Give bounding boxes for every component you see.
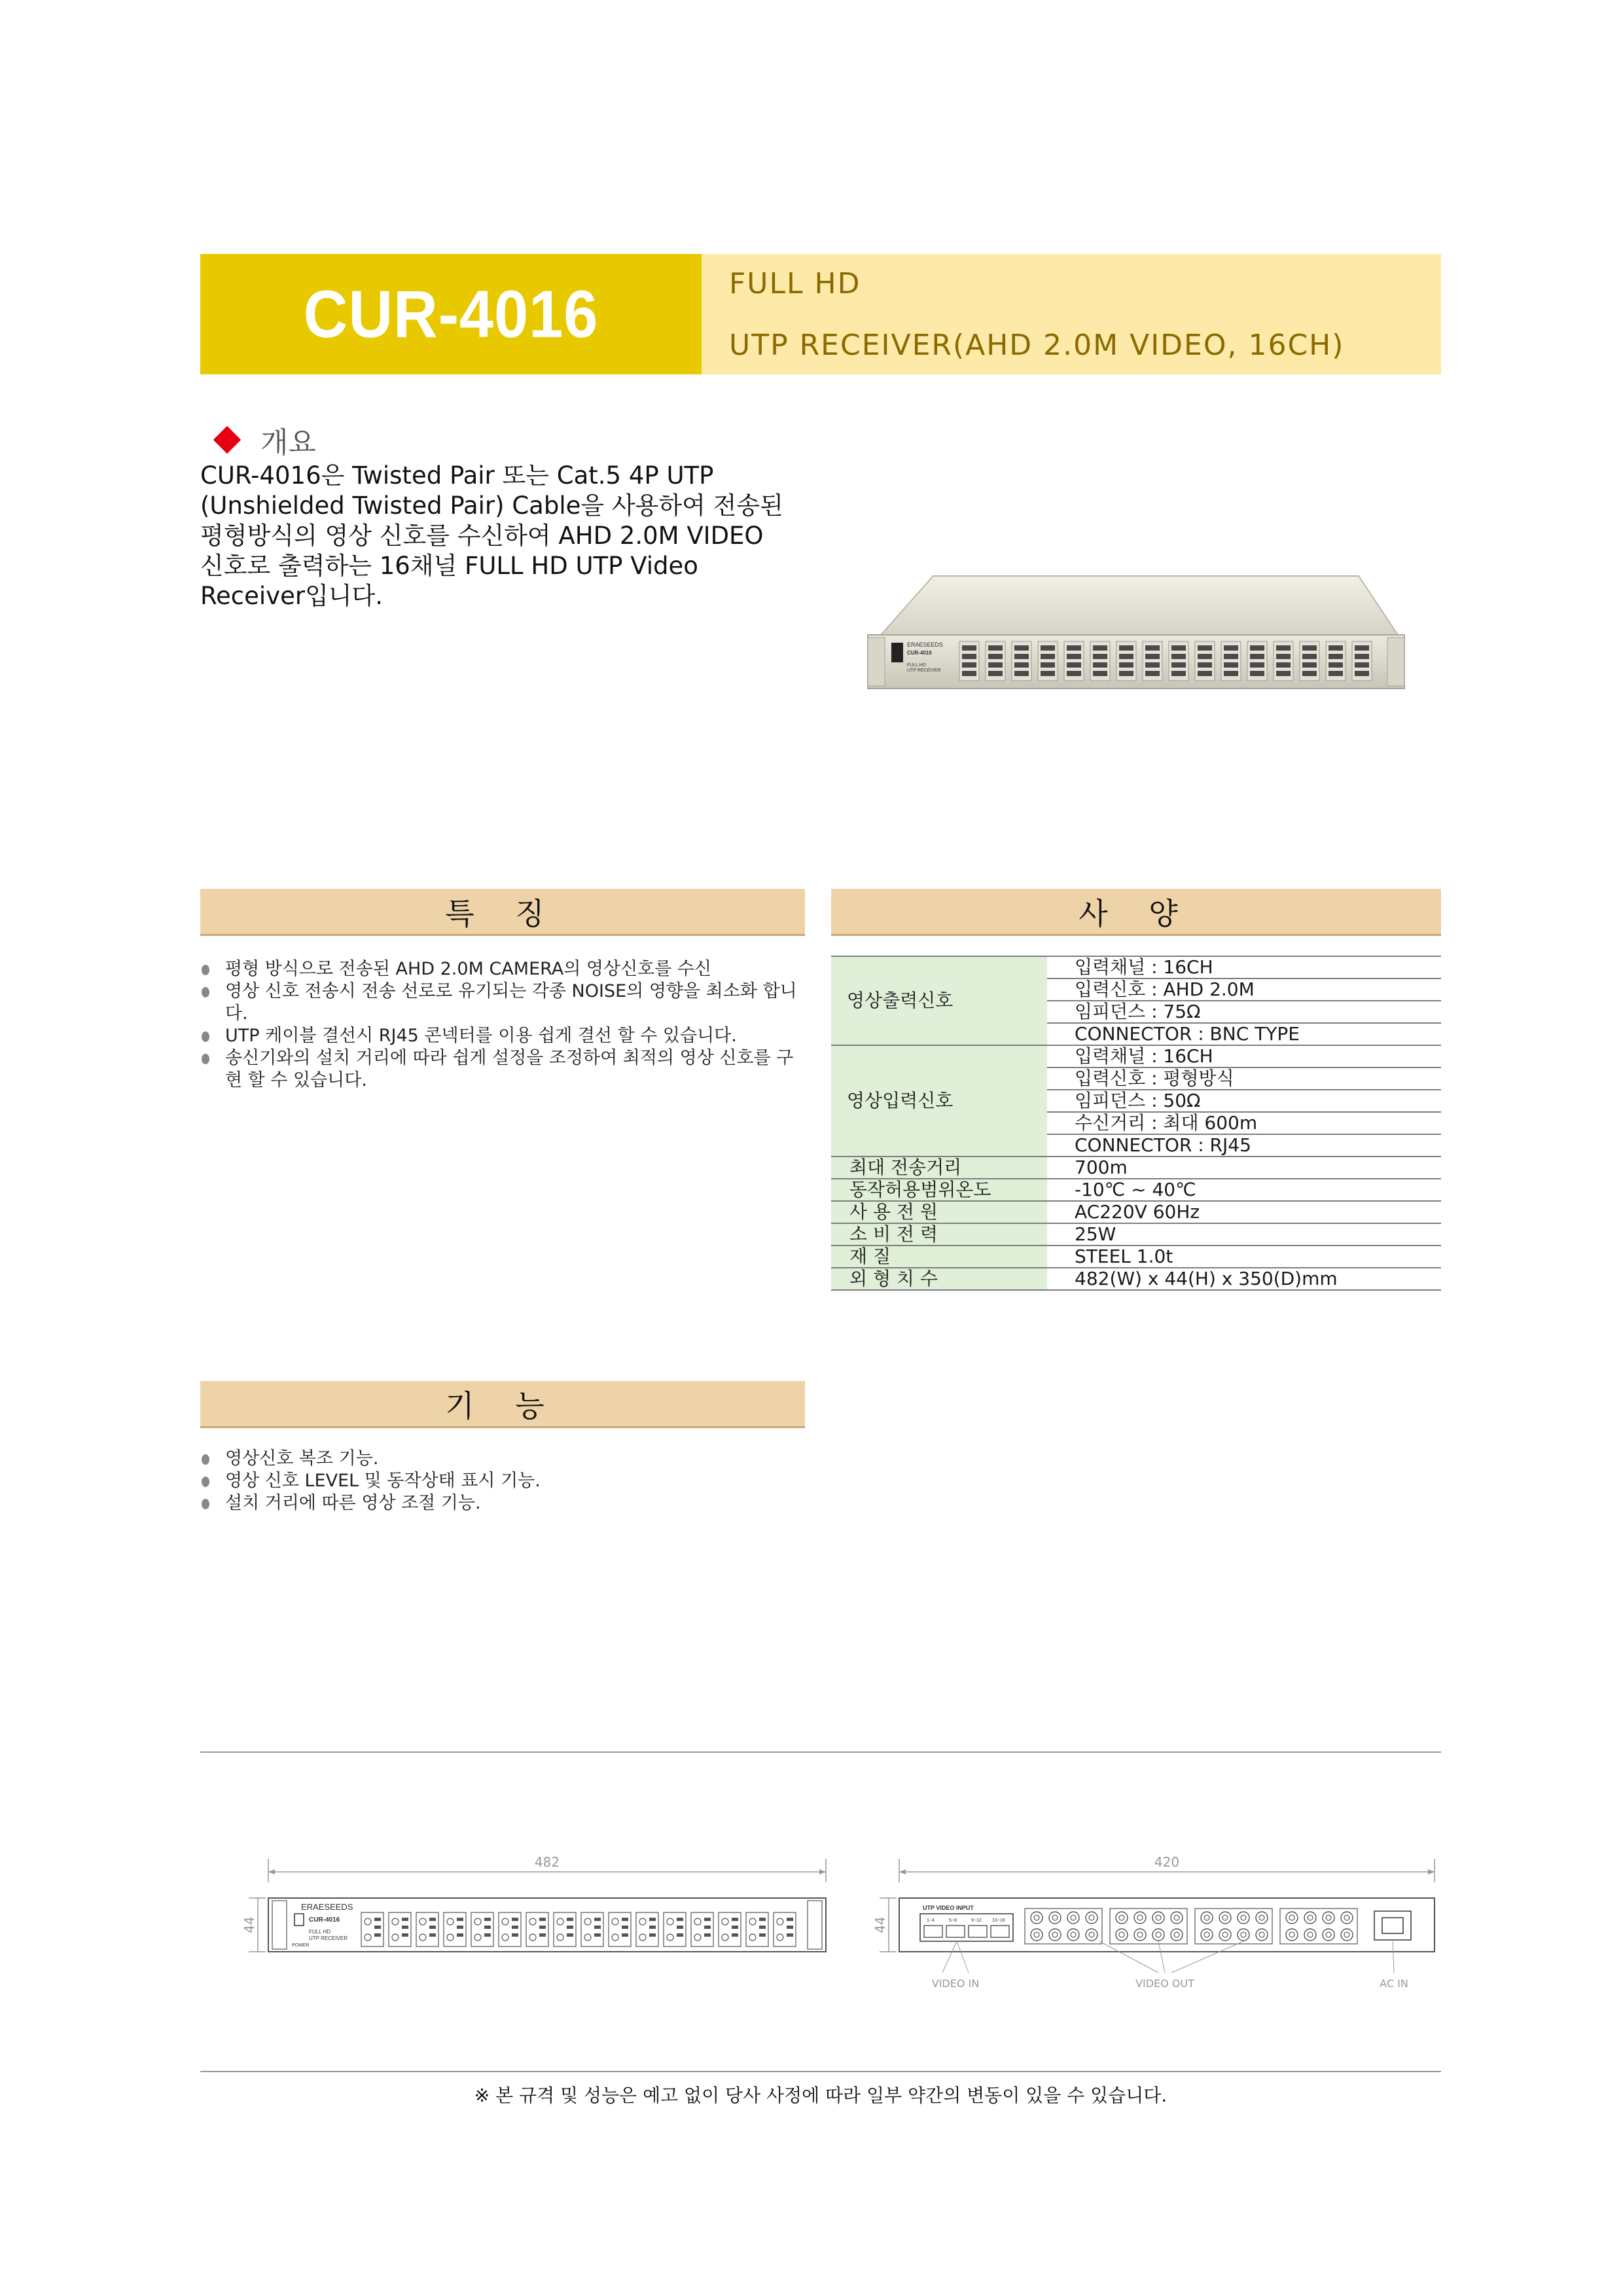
table-row [831,1201,1441,1223]
front-indicator [457,1933,463,1937]
front-indicator [429,1933,436,1937]
front-width-label: 482 [534,1854,560,1870]
front-indicator [484,1918,491,1921]
overview-text [200,461,802,611]
photo-indicator [1067,654,1081,659]
photo-indicator [1224,671,1238,676]
front-indicator [732,1933,738,1937]
spec-label: 소 비 전 력 [831,1223,1047,1246]
spec-value: 입력신호 : 평형방식 [1047,1067,1441,1090]
front-indicator [732,1918,738,1921]
front-indicator [402,1933,408,1937]
front-indicator [567,1918,573,1921]
photo-indicator [1198,662,1212,668]
overview-heading [217,419,316,461]
photo-indicator [1093,662,1107,668]
spec-value: CONNECTOR : RJ45 [1047,1134,1441,1157]
photo-indicator [988,671,1003,676]
specs-heading-bar: 사 양 [831,889,1441,936]
photo-indicator [1250,645,1264,651]
photo-indicator [962,662,976,668]
photo-indicator [1014,662,1029,668]
front-indicator [484,1926,491,1929]
functions-heading-bar: 기 능 [200,1381,805,1428]
front-caption-1: FULL HD [309,1929,331,1935]
photo-indicator [1302,671,1317,676]
list-item: 평형 방식으로 전송된 AHD 2.0M CAMERA의 영상신호를 수신 [200,958,809,980]
rear-ac-in-label: AC IN [1380,1977,1408,1990]
front-indicator [649,1933,656,1937]
front-indicator [374,1933,381,1937]
photo-indicator [1093,671,1107,676]
features-heading-bar: 특 징 [200,889,805,936]
photo-indicator [1041,662,1055,668]
front-indicator [732,1926,738,1929]
photo-indicator [988,654,1003,659]
photo-indicator [1041,671,1055,676]
photo-indicator [1198,671,1212,676]
table-row [831,1045,1441,1067]
photo-indicator [988,662,1003,668]
spec-table [831,956,1441,1291]
list-item: UTP 케이블 결선시 RJ45 콘넥터를 이용 쉽게 결선 할 수 있습니다. [200,1025,809,1047]
photo-indicator [1093,645,1107,651]
rear-panel-drawing [872,1854,1440,1994]
front-indicator [759,1926,766,1929]
rear-group-label: 13~16 [992,1918,1005,1923]
front-indicator [539,1933,546,1937]
photo-indicator [1119,654,1133,659]
front-indicator [649,1926,656,1929]
spec-value: 입력신호 : AHD 2.0M [1047,978,1441,1001]
table-row [831,956,1441,978]
photo-caption-1: FULL HD [907,663,926,668]
spec-value: CONNECTOR : BNC TYPE [1047,1023,1441,1045]
front-indicator [622,1926,628,1929]
spec-label: 최대 전송거리 [831,1157,1047,1179]
front-indicator [594,1926,601,1929]
overview-line: Receiver입니다. [200,582,383,610]
front-indicator [704,1933,711,1937]
photo-indicator [1171,671,1186,676]
spec-group-label: 영상출력신호 [831,956,1047,1045]
spec-label: 사 용 전 원 [831,1201,1047,1223]
photo-indicator [1171,662,1186,668]
list-item: 영상신호 복조 기능. [200,1448,809,1470]
front-indicator [567,1933,573,1937]
photo-indicator [1329,662,1343,668]
product-photo [861,569,1411,694]
list-item: 설치 거리에 따른 영상 조절 기능. [200,1492,809,1515]
list-item: 영상 신호 전송시 전송 선로로 유기되는 각종 NOISE의 영향을 최소화 합니다. [200,980,809,1025]
overview-line: CUR-4016은 Twisted Pair 또는 Cat.5 4P UTP [200,461,714,490]
photo-indicator [988,645,1003,651]
photo-indicator [1276,645,1291,651]
front-indicator [512,1933,518,1937]
front-indicator [512,1926,518,1929]
photo-indicator [1093,654,1107,659]
functions-list [200,1448,809,1515]
photo-indicator [1355,654,1369,659]
spec-value: 임피던스 : 50Ω [1047,1090,1441,1112]
front-indicator [539,1926,546,1929]
spec-value: 입력채널 : 16CH [1047,956,1441,978]
spec-value: -10℃ ~ 40℃ [1047,1179,1441,1201]
front-caption-2: UTP RECEIVER [309,1935,348,1941]
list-item: 영상 신호 LEVEL 및 동작상태 표시 기능. [200,1470,809,1492]
spec-value: STEEL 1.0t [1047,1246,1441,1268]
spec-value: 임피던스 : 75Ω [1047,1001,1441,1023]
table-row [831,1179,1441,1201]
photo-indicator [1145,654,1160,659]
photo-indicator [1329,645,1343,651]
diamond-bullet-icon [213,426,241,454]
photo-indicator [1067,671,1081,676]
front-indicator [704,1918,711,1921]
spec-value: 입력채널 : 16CH [1047,1045,1441,1067]
spec-value: 700m [1047,1157,1441,1179]
rear-group-label: 5~8 [949,1918,957,1923]
front-indicator [787,1933,793,1937]
photo-indicator [1302,645,1317,651]
front-power-label: POWER [292,1943,310,1948]
front-indicator [402,1926,408,1929]
spec-value: 482(W) x 44(H) x 350(D)mm [1047,1268,1441,1290]
spec-group-label: 영상입력신호 [831,1045,1047,1157]
photo-indicator [1355,662,1369,668]
photo-indicator [1224,645,1238,651]
front-indicator [402,1918,408,1921]
front-model-text: CUR-4016 [309,1916,340,1924]
table-row [831,1268,1441,1290]
rear-video-out-label: VIDEO OUT [1135,1977,1194,1990]
photo-indicator [1014,654,1029,659]
photo-indicator [1302,662,1317,668]
front-indicator [429,1918,436,1921]
front-brand-text: ERAESEEDS [301,1902,353,1912]
photo-indicator [1041,645,1055,651]
photo-indicator [962,654,976,659]
photo-indicator [1119,671,1133,676]
spec-value: 25W [1047,1223,1441,1246]
photo-indicator [1145,645,1160,651]
front-indicator [567,1926,573,1929]
photo-indicator [1224,654,1238,659]
photo-indicator [1224,662,1238,668]
photo-indicator [1041,654,1055,659]
rear-panel-title: UTP VIDEO INPUT [923,1905,974,1911]
photo-indicator [1067,662,1081,668]
photo-indicator [1145,671,1160,676]
front-indicator [539,1918,546,1921]
footnote: ※ 본 규격 및 성능은 예고 없이 당사 사정에 따라 일부 약간의 변동이 있을 수 있습니다. [474,2085,1168,2106]
front-indicator [759,1933,766,1937]
table-row [831,1157,1441,1179]
photo-indicator [1329,654,1343,659]
rear-height-label: 44 [872,1916,888,1933]
front-indicator [457,1918,463,1921]
front-indicator [512,1918,518,1921]
photo-caption-2: UTP RECEIVER [907,668,941,673]
front-indicator [787,1918,793,1921]
photo-indicator [1329,671,1343,676]
photo-indicator [1119,662,1133,668]
front-indicator [374,1926,381,1929]
subtitle-line-2: UTP RECEIVER(AHD 2.0M VIDEO, 16CH) [729,329,1345,362]
overview-title: 개요 [260,426,317,459]
photo-indicator [1014,671,1029,676]
photo-indicator [1198,645,1212,651]
spec-label: 외 형 치 수 [831,1268,1047,1290]
photo-model-text: CUR-4016 [907,650,932,656]
features-list [200,958,809,1092]
front-indicator [484,1933,491,1937]
front-indicator [594,1918,601,1921]
front-indicator [704,1926,711,1929]
front-indicator [594,1933,601,1937]
overview-line: (Unshielded Twisted Pair) Cable을 사용하여 전송된 [200,492,783,520]
table-row [831,1223,1441,1246]
photo-indicator [962,671,976,676]
overview-line: 신호로 출력하는 16채널 FULL HD UTP Video [200,552,698,580]
front-indicator [622,1933,628,1937]
front-indicator [374,1918,381,1921]
front-height-label: 44 [241,1916,257,1933]
photo-indicator [1250,671,1264,676]
front-indicator [457,1926,463,1929]
footer-divider [200,2071,1441,2072]
photo-indicator [1067,645,1081,651]
front-indicator [787,1926,793,1929]
photo-indicator [1355,645,1369,651]
front-indicator [677,1933,683,1937]
rear-group-label: 9~12 [971,1918,982,1923]
photo-indicator [1198,654,1212,659]
front-indicator [429,1926,436,1929]
spec-value: 수신거리 : 최대 600m [1047,1112,1441,1134]
list-item: 송신기와의 설치 거리에 따라 쉽게 설정을 조정하여 최적의 영상 신호를 구현 할 수 있습니다. [200,1047,809,1092]
photo-indicator [1119,645,1133,651]
front-indicator [677,1918,683,1921]
photo-indicator [1355,671,1369,676]
spec-label: 재 질 [831,1246,1047,1268]
front-indicator [677,1926,683,1929]
photo-indicator [1302,654,1317,659]
photo-brand-text: ERAESEEDS [907,641,944,648]
spec-value: AC220V 60Hz [1047,1201,1441,1223]
photo-indicator [1276,654,1291,659]
model-title: CUR-4016 [303,276,599,351]
rear-video-in-label: VIDEO IN [931,1977,980,1990]
overview-line: 평형방식의 영상 신호를 수신하여 AHD 2.0M VIDEO [200,522,764,550]
photo-indicator [1145,662,1160,668]
photo-indicator [962,645,976,651]
front-indicator [759,1918,766,1921]
photo-indicator [1014,645,1029,651]
photo-indicator [1250,662,1264,668]
subtitle-line-1: FULL HD [729,267,861,300]
rear-group-label: 1~4 [927,1918,935,1923]
rear-width-label: 420 [1154,1854,1180,1870]
photo-indicator [1276,662,1291,668]
section-divider [200,1751,1441,1753]
front-indicator [649,1918,656,1921]
photo-indicator [1250,654,1264,659]
front-panel-drawing [241,1854,835,1954]
front-indicator [622,1918,628,1921]
photo-indicator [1171,645,1186,651]
photo-indicator [1276,671,1291,676]
photo-indicator [1171,654,1186,659]
spec-label: 동작허용범위온도 [831,1179,1047,1201]
table-row [831,1246,1441,1268]
